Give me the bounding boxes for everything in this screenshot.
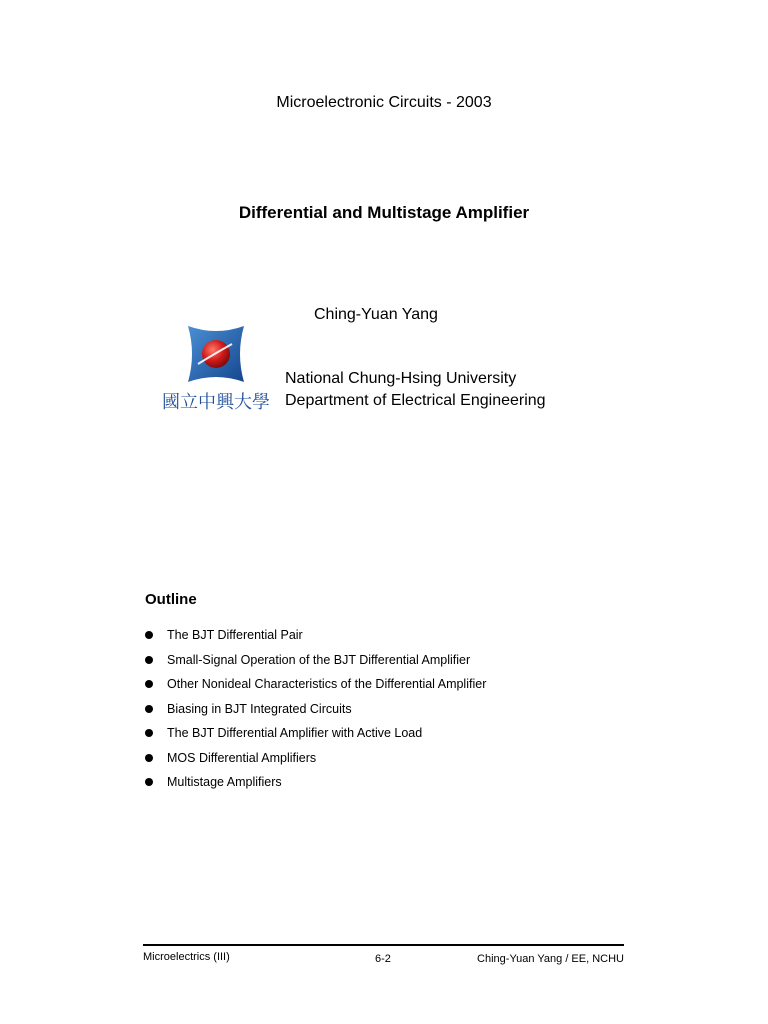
university-logo	[158, 324, 274, 416]
bullet-icon	[145, 729, 153, 737]
university-name: National Chung-Hsing University	[285, 370, 517, 387]
document-title: Differential and Multistage Amplifier	[238, 203, 530, 222]
footer	[143, 951, 624, 967]
bullet-icon	[145, 656, 153, 664]
outline-item-label: MOS Differential Amplifiers	[167, 750, 317, 765]
author-name: Ching-Yuan Yang	[314, 306, 438, 323]
footer-author: Ching-Yuan Yang / EE, NCHU	[477, 953, 624, 965]
bullet-icon	[145, 778, 153, 786]
outline-item	[145, 698, 625, 723]
footer-divider	[143, 944, 624, 946]
bullet-icon	[145, 754, 153, 762]
department-name: Department of Electrical Engineering	[285, 392, 546, 409]
outline-item	[145, 673, 625, 698]
logo-chinese-text: 國立中興大學	[162, 392, 270, 413]
outline-item-label: The BJT Differential Pair	[167, 628, 303, 642]
bullet-icon	[145, 680, 153, 688]
affiliation	[285, 368, 546, 412]
bullet-icon	[145, 705, 153, 713]
outline-item	[145, 747, 625, 772]
course-title: Microelectronic Circuits - 2003	[276, 94, 492, 111]
outline-item-label: Other Nonideal Characteristics of the Differential Amplifier	[167, 677, 487, 691]
outline-heading: Outline	[145, 591, 197, 608]
outline-item	[145, 649, 625, 674]
outline-item	[145, 722, 625, 747]
outline-item-label: Multistage Amplifiers	[167, 775, 282, 789]
bullet-icon	[145, 631, 153, 639]
outline-list	[145, 624, 625, 796]
outline-item-label: Small-Signal Operation of the BJT Differential Amplifier	[167, 652, 471, 667]
outline-item-label: Biasing in BJT Integrated Circuits	[167, 701, 352, 716]
outline-item	[145, 771, 625, 796]
nchu-logo-icon	[158, 324, 274, 416]
footer-course: Microelectrics (III)	[143, 951, 230, 963]
page-number: 6-2	[375, 953, 391, 965]
outline-item-label: The BJT Differential Amplifier with Active Load	[167, 726, 423, 740]
outline-item	[145, 624, 625, 649]
